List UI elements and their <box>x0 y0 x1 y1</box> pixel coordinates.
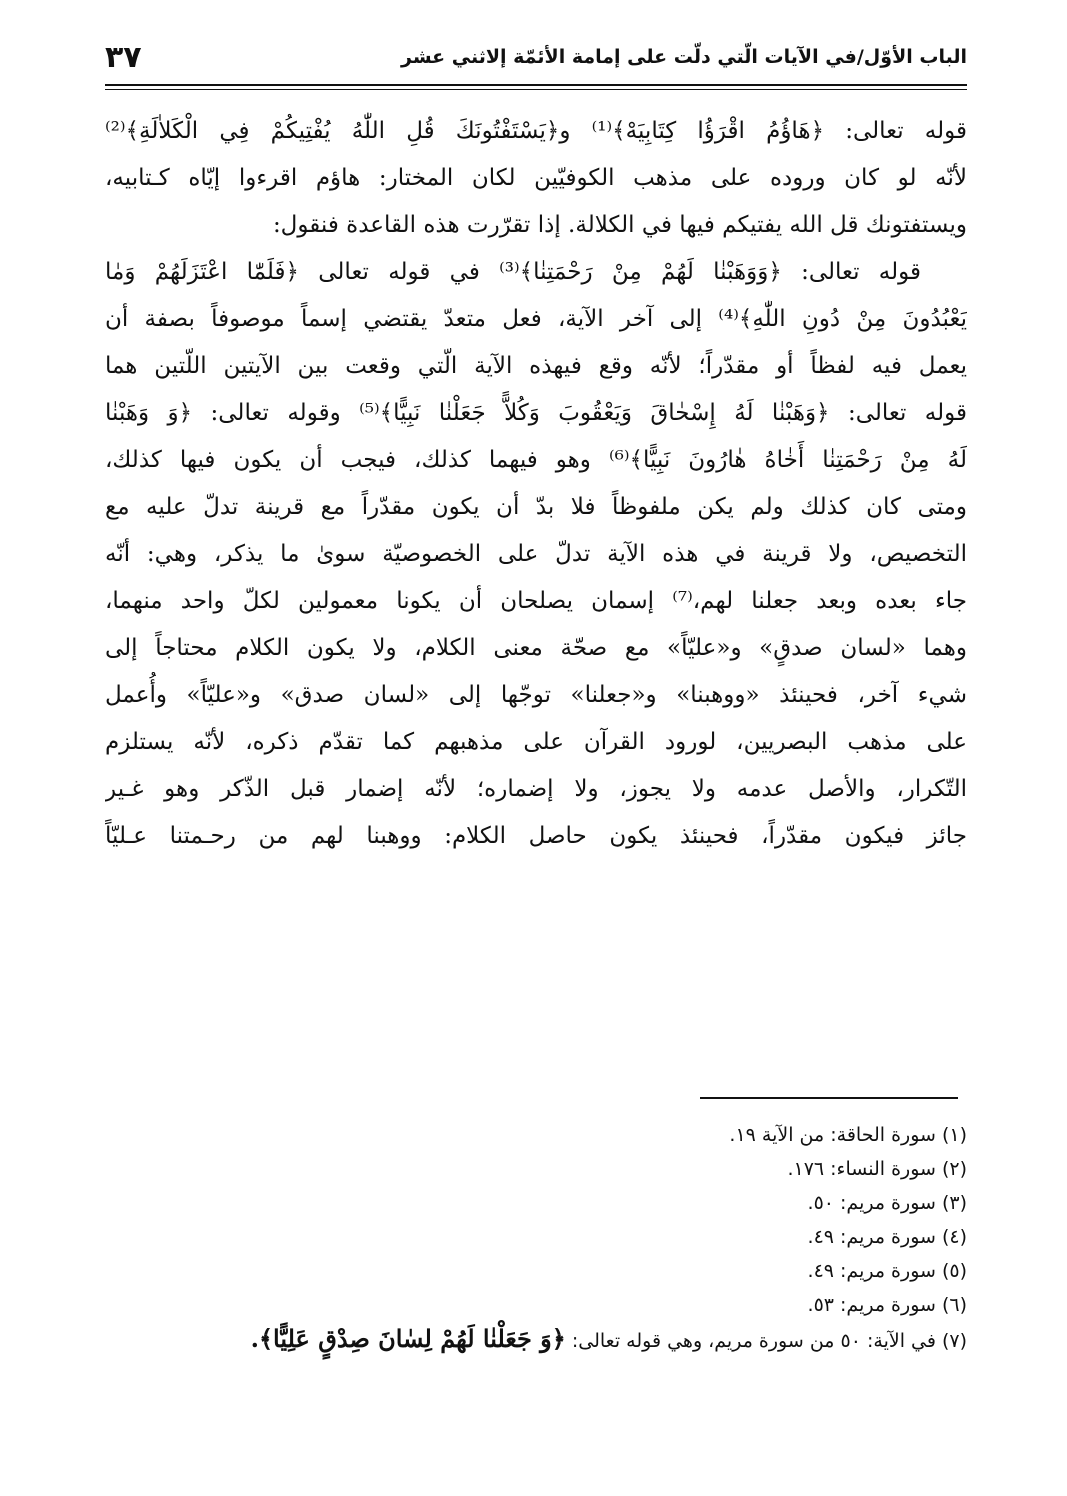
footnote-verse: ﴿وَ جَعَلْنٰا لَهُمْ لِسٰانَ صِدْقٍ عَلِيًّا﴾. <box>250 1324 566 1353</box>
running-head: الباب الأوّل/في الآيات الّتي دلّت على إمامة الأئمّة إلاثني عشر <box>401 46 967 68</box>
body-line: يعمل فيه لفظاً أو مقدّراً؛ لأنّه وقع فيهذه الآية الّتي وقعت بين الآيتين اللّتين هما <box>105 353 967 379</box>
footnote <box>105 1322 967 1356</box>
header-rule <box>105 84 967 90</box>
body-line: ومتى كان كذلك ولم يكن ملفوظاً فلا بدّ أن يكون مقدّراً مع قرينة تدلّ عليه مع <box>105 494 967 520</box>
body-line: لأنّه لو كان وروده على مذهب الكوفيّين لكان المختار: هاؤم اقرءوا إيّاه كـتابيه، <box>105 165 967 191</box>
body-line: يَعْبُدُونَ مِنْ دُونِ اللّٰهِ﴾⁽⁴⁾ إلى آخر الآية، فعل متعدّ يقتضي إسماً موصوفاً بصفة أن <box>105 306 967 332</box>
footnote-number: (٥) <box>941 1260 967 1282</box>
footnote <box>105 1152 967 1186</box>
footnote <box>105 1254 967 1288</box>
body-line: قوله تعالى: ﴿وَهَبْنٰا لَهُ إِسْحٰاقَ وَيَعْقُوبَ وَكُلاًّ جَعَلْنٰا نَبِيًّا﴾⁽⁵⁾ وقوله تعالى: ﴿وَ وَهَبْنٰا <box>105 400 967 426</box>
body-line: ويستفتونك قل الله يفتيكم فيها في الكلالة. إذا تقرّرت هذه القاعدة فنقول: <box>272 212 967 238</box>
footnote-rule <box>700 1097 958 1099</box>
footnote-text: سورة مريم: ٥٣. <box>807 1294 936 1316</box>
page-number: ٣٧ <box>105 40 142 75</box>
footnote-text: سورة مريم: ٤٩. <box>807 1226 936 1248</box>
footnote-number: (٧) <box>941 1330 967 1352</box>
footnote-text: سورة مريم: ٥٠. <box>807 1192 936 1214</box>
footnote-text: في الآية: ٥٠ من سورة مريم، وهي قوله تعالى: <box>571 1330 936 1352</box>
footnote-text: سورة مريم: ٤٩. <box>807 1260 936 1282</box>
footnote-text: سورة الحاقة: من الآية ١٩. <box>729 1124 936 1146</box>
body-line: لَهُ مِنْ رَحْمَتِنٰا أَخٰاهُ هٰارُونَ نَبِيًّا﴾⁽⁶⁾ وهو فيهما كذلك، فيجب أن يكون فيها كذلك، <box>105 447 967 473</box>
body-line: التّكرار، والأصل عدمه ولا يجوز، ولا إضماره؛ لأنّه إضمار قبل الذّكر وهو غـير <box>105 776 967 802</box>
footnote <box>105 1220 967 1254</box>
footnote-text: سورة النساء: ١٧٦. <box>787 1158 936 1180</box>
footnote-number: (٤) <box>941 1226 967 1248</box>
body-line: شيء آخر، فحينئذ «ووهبنا» و«جعلنا» توجّها إلى «لسان صدق» و«عليّاً» وأُعمل <box>105 682 967 708</box>
body-line: قوله تعالى: ﴿وَوَهَبْنٰا لَهُمْ مِنْ رَحْمَتِنٰا﴾⁽³⁾ في قوله تعالى ﴿فَلَمّٰا اعْتَزَلَهُمْ وَمٰا <box>105 259 921 285</box>
body-line: جائز فيكون مقدّراً، فحينئذ يكون حاصل الكلام: ووهبنا لهم من رحـمتنا عـليّاً <box>105 823 967 849</box>
footnote <box>105 1288 967 1322</box>
footnote <box>105 1186 967 1220</box>
footnote-number: (١) <box>941 1124 967 1146</box>
footnote-number: (٢) <box>941 1158 967 1180</box>
footnote-number: (٣) <box>941 1192 967 1214</box>
footnote-number: (٦) <box>941 1294 967 1316</box>
body-line: وهما «لسان صدقٍ» و«عليّاً» مع صحّة معنى الكلام، ولا يكون الكلام محتاجاً إلى <box>105 635 967 661</box>
footnote <box>105 1118 967 1152</box>
body-line: جاء بعده وبعد جعلنا لهم،⁽⁷⁾ إسمان يصلحان أن يكونا معمولين لكلّ واحد منهما، <box>105 588 967 614</box>
footnotes <box>105 1118 967 1356</box>
body-line: التخصيص، ولا قرينة في هذه الآية تدلّ على الخصوصيّة سوىٰ ما يذكر، وهي: أنّه <box>105 541 967 567</box>
page-header <box>105 38 967 80</box>
body-line: قوله تعالى: ﴿هَاؤُمُ اقْرَؤُا كِتَابِيَهْ﴾⁽¹⁾ و﴿يَسْتَفْتُونَكَ قُلِ اللّٰهُ يُفْتِيكُمْ فِي الْكَلاٰلَةِ﴾⁽²⁾ <box>105 118 967 144</box>
body-line: على مذهب البصريين، لورود القرآن على مذهبهم كما تقدّم ذكره، لأنّه يستلزم <box>105 729 967 755</box>
body-text <box>105 108 967 860</box>
